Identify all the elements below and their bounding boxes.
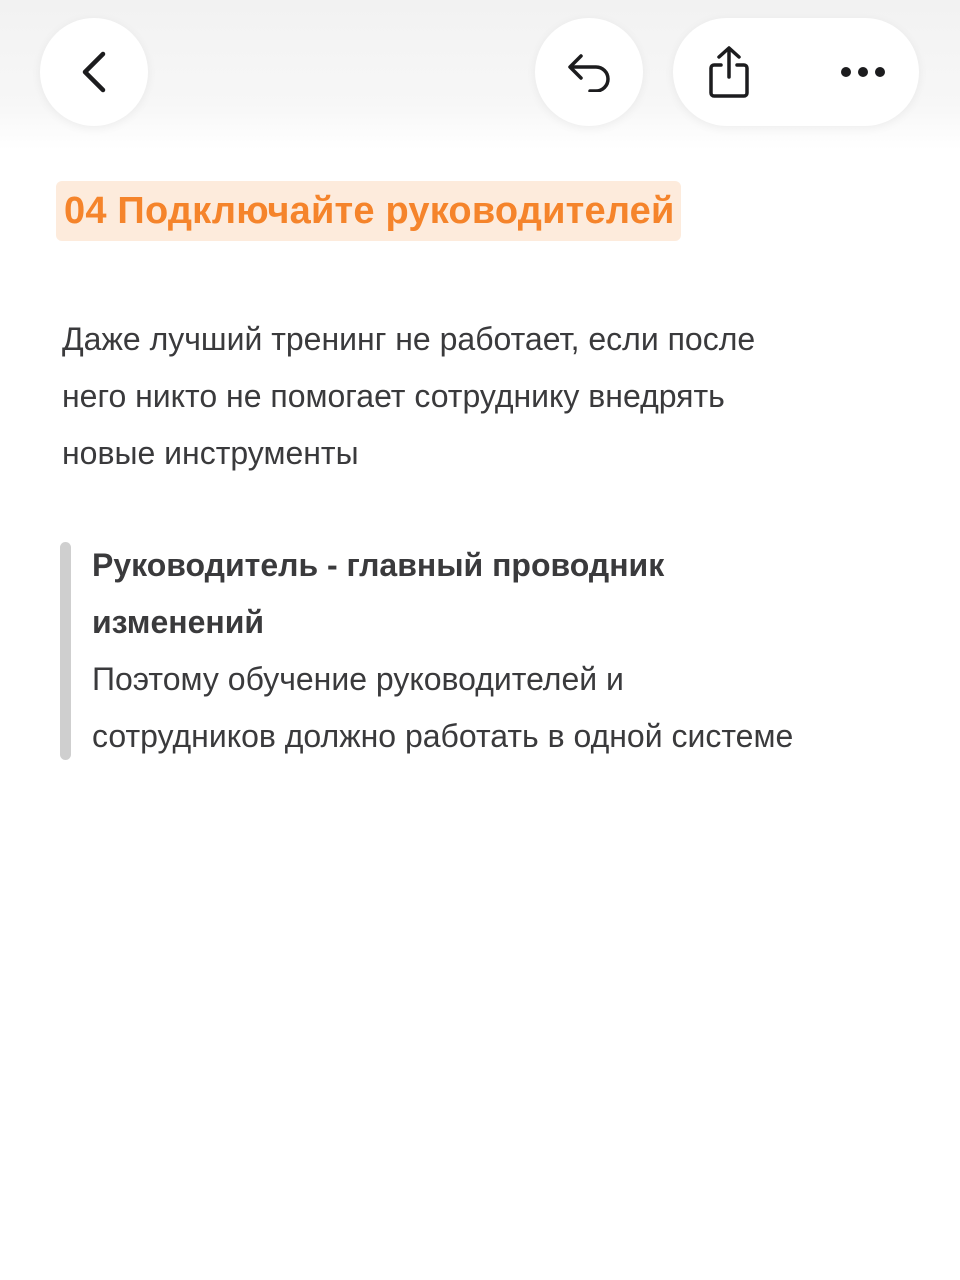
- blockquote: [92, 537, 942, 765]
- body-paragraph: [62, 311, 922, 482]
- reply-arrow-icon: [566, 52, 612, 92]
- quote-bold-line: изменений: [92, 604, 265, 640]
- section-heading: 04 Подключайте руководителей: [64, 189, 675, 232]
- quote-bold-line: Руководитель - главный проводник: [92, 547, 665, 583]
- more-button[interactable]: [809, 18, 917, 126]
- share-button[interactable]: [675, 18, 783, 126]
- reply-button[interactable]: [535, 18, 643, 126]
- quote-line: Поэтому обучение руководителей и: [92, 661, 624, 697]
- chevron-left-icon: [79, 50, 109, 94]
- paragraph-line: Даже лучший тренинг не работает, если после: [62, 321, 756, 357]
- share-icon: [707, 45, 751, 99]
- action-pill: [673, 18, 919, 126]
- paragraph-line: новые инструменты: [62, 435, 359, 471]
- heading-highlight: [56, 181, 681, 241]
- quote-bar: [60, 542, 71, 760]
- ellipsis-icon: [840, 66, 886, 78]
- paragraph-line: него никто не помогает сотруднику внедрять: [62, 378, 725, 414]
- quote-line: сотрудников должно работать в одной системе: [92, 718, 794, 754]
- back-button[interactable]: [40, 18, 148, 126]
